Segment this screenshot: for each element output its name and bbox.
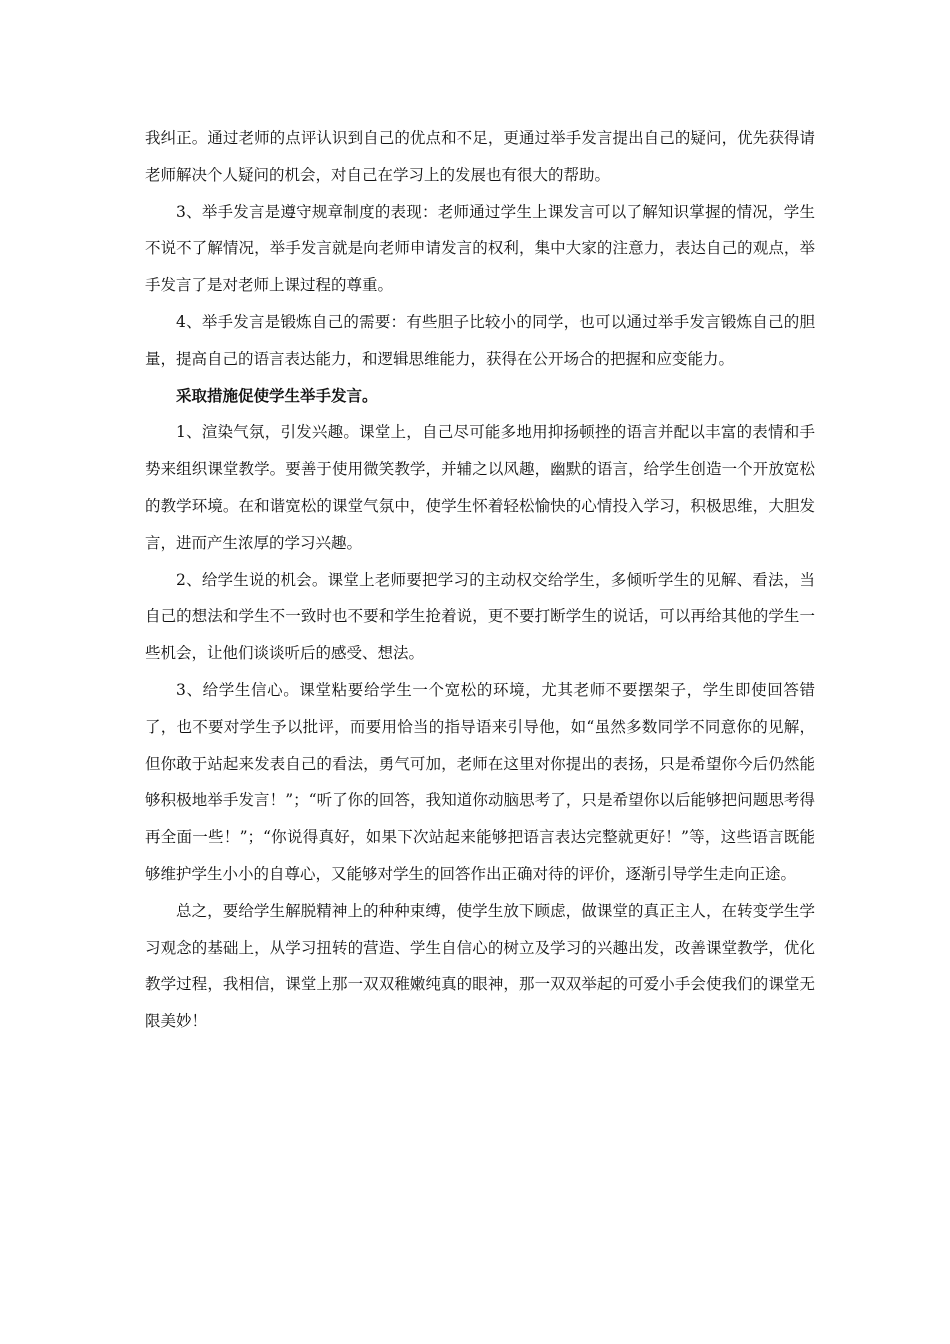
paragraph-point-4: 4、举手发言是锻炼自己的需要：有些胆子比较小的同学，也可以通过举手发言锻炼自己的胆量，提高自己的语言表达能力，和逻辑思维能力，获得在公开场合的把握和应变能力。 xyxy=(145,312,815,368)
paragraph-point-3: 3、举手发言是遵守规章制度的表现：老师通过学生上课发言可以了解知识掌握的情况，学生不说不了解情况，举手发言就是向老师申请发言的权利，集中大家的注意力，表达自己的观点，举手发言了是对老师上课过程的尊重。 xyxy=(145,202,815,295)
conclusion-paragraph: 总之，要给学生解脱精神上的种种束缚，使学生放下顾虑，做课堂的真正主人，在转变学生学习观念的基础上，从学习扭转的营造、学生自信心的树立及学习的兴趣出发，改善课堂教学，优化教学过程，我相信，课堂上那一双双稚嫩纯真的眼神，那一双双举起的可爱小手会使我们的课堂无限美妙！ xyxy=(145,901,815,1031)
measure-3: 3、给学生信心。课堂粘要给学生一个宽松的环境，尤其老师不要摆架子，学生即使回答错了，也不要对学生予以批评，而要用恰当的指导语来引导他，如“虽然多数同学不同意你的见解，但你敢于站起来发表自己的看法，勇气可加，老师在这里对你提出的表扬，只是希望你今后仍然能够积极地举手发言！”；“听了你的回答，我知道你动脑思考了，只是希望你以后能够把问题思考得再全面一些！”；“你说得真好，如果下次站起来能够把语言表达完整就更好！”等，这些语言既能够维护学生小小的自尊心，又能够对学生的回答作出正确对待的评价，逐渐引导学生走向正途。 xyxy=(145,680,815,883)
section-heading: 采取措施促使学生举手发言。 xyxy=(176,385,378,405)
measure-2: 2、给学生说的机会。课堂上老师要把学习的主动权交给学生，多倾听学生的见解、看法，当自己的想法和学生不一致时也不要和学生抢着说，更不要打断学生的说话，可以再给其他的学生一些机会，让他们谈谈听后的感受、想法。 xyxy=(145,570,815,663)
paragraph-continuation: 我纠正。通过老师的点评认识到自己的优点和不足，更通过举手发言提出自己的疑问，优先获得请老师解决个人疑问的机会，对自己在学习上的发展也有很大的帮助。 xyxy=(145,129,815,184)
measure-1: 1、渲染气氛，引发兴趣。课堂上，自己尽可能多地用抑扬顿挫的语言并配以丰富的表情和手势来组织课堂教学。要善于使用微笑教学，并辅之以风趣，幽默的语言，给学生创造一个开放宽松的教学环境。在和谐宽松的课堂气氛中，使学生怀着轻松愉快的心情投入学习，积极思维，大胆发言，进而产生浓厚的学习兴趣。 xyxy=(145,423,815,552)
document-body xyxy=(145,120,815,1040)
